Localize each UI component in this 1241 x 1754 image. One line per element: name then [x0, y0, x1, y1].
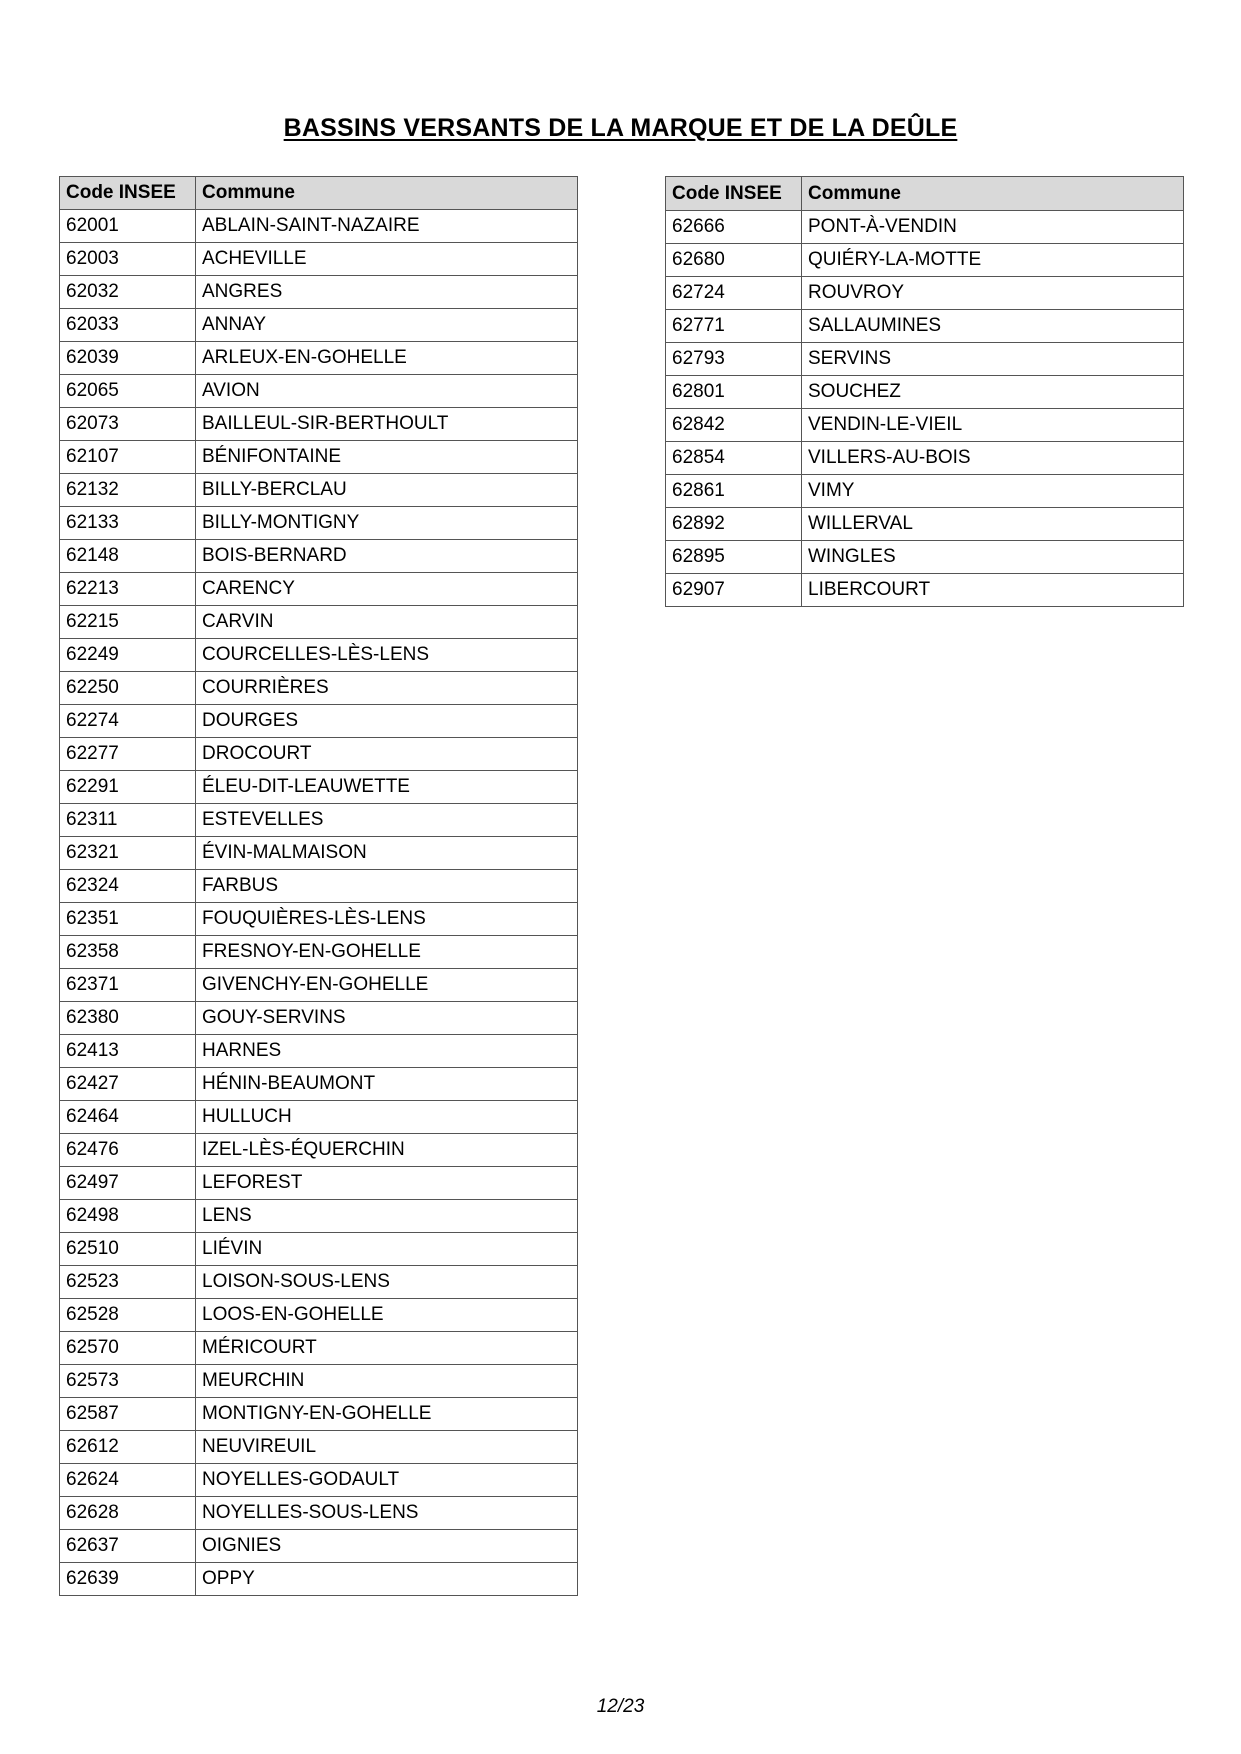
communes-table-right	[665, 176, 1184, 607]
table-row	[666, 376, 1184, 409]
commune-cell: LOISON-SOUS-LENS	[196, 1266, 578, 1299]
code-insee-cell: 62274	[60, 705, 196, 738]
code-insee-cell: 62793	[666, 343, 802, 376]
table-row	[60, 1035, 578, 1068]
commune-cell: SERVINS	[802, 343, 1184, 376]
table-row	[60, 474, 578, 507]
table-header-row	[60, 177, 578, 210]
code-insee-cell: 62213	[60, 573, 196, 606]
code-insee-cell: 62148	[60, 540, 196, 573]
table-row	[60, 1002, 578, 1035]
code-insee-cell: 62413	[60, 1035, 196, 1068]
table-row	[666, 211, 1184, 244]
commune-cell: LIÉVIN	[196, 1233, 578, 1266]
commune-cell: NEUVIREUIL	[196, 1431, 578, 1464]
code-insee-cell: 62680	[666, 244, 802, 277]
code-insee-cell: 62573	[60, 1365, 196, 1398]
code-insee-cell: 62612	[60, 1431, 196, 1464]
table-row	[666, 409, 1184, 442]
communes-table-left	[59, 176, 578, 1596]
commune-cell: HARNES	[196, 1035, 578, 1068]
table-row	[60, 1563, 578, 1596]
table-row	[60, 804, 578, 837]
code-insee-cell: 62073	[60, 408, 196, 441]
commune-cell: MEURCHIN	[196, 1365, 578, 1398]
code-insee-cell: 62464	[60, 1101, 196, 1134]
code-insee-cell: 62476	[60, 1134, 196, 1167]
table-row	[666, 244, 1184, 277]
table-row	[60, 309, 578, 342]
table-row	[60, 573, 578, 606]
commune-cell: QUIÉRY-LA-MOTTE	[802, 244, 1184, 277]
table-row	[60, 771, 578, 804]
code-insee-cell: 62065	[60, 375, 196, 408]
table-row	[60, 672, 578, 705]
code-insee-cell: 62003	[60, 243, 196, 276]
commune-cell: LOOS-EN-GOHELLE	[196, 1299, 578, 1332]
table-row	[60, 1233, 578, 1266]
table-row	[60, 210, 578, 243]
commune-cell: DOURGES	[196, 705, 578, 738]
commune-cell: ARLEUX-EN-GOHELLE	[196, 342, 578, 375]
commune-cell: WILLERVAL	[802, 508, 1184, 541]
table-row	[60, 1431, 578, 1464]
commune-cell: COURCELLES-LÈS-LENS	[196, 639, 578, 672]
commune-cell: CARENCY	[196, 573, 578, 606]
code-insee-cell: 62311	[60, 804, 196, 837]
commune-cell: IZEL-LÈS-ÉQUERCHIN	[196, 1134, 578, 1167]
table-row	[60, 1530, 578, 1563]
commune-cell: SALLAUMINES	[802, 310, 1184, 343]
table-row	[60, 342, 578, 375]
code-insee-cell: 62861	[666, 475, 802, 508]
code-insee-cell: 62132	[60, 474, 196, 507]
commune-cell: SOUCHEZ	[802, 376, 1184, 409]
code-insee-cell: 62107	[60, 441, 196, 474]
table-row	[60, 243, 578, 276]
code-insee-cell: 62380	[60, 1002, 196, 1035]
table-row	[60, 1200, 578, 1233]
commune-cell: BILLY-MONTIGNY	[196, 507, 578, 540]
table-row	[60, 1365, 578, 1398]
code-insee-cell: 62358	[60, 936, 196, 969]
code-insee-cell: 62801	[666, 376, 802, 409]
commune-cell: COURRIÈRES	[196, 672, 578, 705]
commune-cell: OIGNIES	[196, 1530, 578, 1563]
table-row	[60, 1332, 578, 1365]
table-row	[60, 936, 578, 969]
code-insee-cell: 62523	[60, 1266, 196, 1299]
communes-table-left-body	[60, 210, 578, 1596]
table-row	[666, 475, 1184, 508]
commune-cell: BILLY-BERCLAU	[196, 474, 578, 507]
code-insee-cell: 62724	[666, 277, 802, 310]
code-insee-cell: 62570	[60, 1332, 196, 1365]
code-insee-cell: 62842	[666, 409, 802, 442]
code-insee-cell: 62291	[60, 771, 196, 804]
code-insee-cell: 62351	[60, 903, 196, 936]
code-insee-cell: 62249	[60, 639, 196, 672]
commune-cell: FRESNOY-EN-GOHELLE	[196, 936, 578, 969]
commune-cell: BOIS-BERNARD	[196, 540, 578, 573]
code-insee-cell: 62321	[60, 837, 196, 870]
table-row	[666, 310, 1184, 343]
code-insee-cell: 62039	[60, 342, 196, 375]
code-insee-cell: 62001	[60, 210, 196, 243]
table-row	[60, 408, 578, 441]
table-row	[60, 606, 578, 639]
commune-cell: OPPY	[196, 1563, 578, 1596]
table-row	[60, 507, 578, 540]
commune-cell: NOYELLES-GODAULT	[196, 1464, 578, 1497]
code-insee-cell: 62628	[60, 1497, 196, 1530]
commune-cell: ESTEVELLES	[196, 804, 578, 837]
commune-cell: ANNAY	[196, 309, 578, 342]
table-row	[60, 375, 578, 408]
commune-cell: MONTIGNY-EN-GOHELLE	[196, 1398, 578, 1431]
table-row	[60, 738, 578, 771]
commune-cell: GOUY-SERVINS	[196, 1002, 578, 1035]
code-insee-cell: 62498	[60, 1200, 196, 1233]
code-insee-cell: 62510	[60, 1233, 196, 1266]
commune-cell: LEFOREST	[196, 1167, 578, 1200]
table-row	[60, 540, 578, 573]
table-row	[60, 1464, 578, 1497]
commune-cell: VIMY	[802, 475, 1184, 508]
code-insee-cell: 62427	[60, 1068, 196, 1101]
code-insee-cell: 62854	[666, 442, 802, 475]
table-row	[666, 574, 1184, 607]
commune-cell: LIBERCOURT	[802, 574, 1184, 607]
commune-cell: WINGLES	[802, 541, 1184, 574]
commune-cell: ÉLEU-DIT-LEAUWETTE	[196, 771, 578, 804]
commune-cell: ACHEVILLE	[196, 243, 578, 276]
code-insee-cell: 62528	[60, 1299, 196, 1332]
commune-cell: HULLUCH	[196, 1101, 578, 1134]
code-insee-cell: 62033	[60, 309, 196, 342]
commune-cell: ABLAIN-SAINT-NAZAIRE	[196, 210, 578, 243]
code-insee-cell: 62892	[666, 508, 802, 541]
table-row	[60, 441, 578, 474]
column-header-commune: Commune	[196, 177, 578, 210]
table-row	[666, 442, 1184, 475]
code-insee-cell: 62250	[60, 672, 196, 705]
code-insee-cell: 62497	[60, 1167, 196, 1200]
table-header-row	[666, 177, 1184, 211]
commune-cell: DROCOURT	[196, 738, 578, 771]
table-row	[60, 1398, 578, 1431]
code-insee-cell: 62032	[60, 276, 196, 309]
commune-cell: HÉNIN-BEAUMONT	[196, 1068, 578, 1101]
table-row	[60, 1299, 578, 1332]
table-row	[60, 1134, 578, 1167]
code-insee-cell: 62771	[666, 310, 802, 343]
table-row	[60, 1497, 578, 1530]
commune-cell: VILLERS-AU-BOIS	[802, 442, 1184, 475]
table-row	[60, 969, 578, 1002]
commune-cell: BAILLEUL-SIR-BERTHOULT	[196, 408, 578, 441]
page-title: BASSINS VERSANTS DE LA MARQUE ET DE LA DEÛLE	[283, 114, 958, 142]
commune-cell: GIVENCHY-EN-GOHELLE	[196, 969, 578, 1002]
code-insee-cell: 62277	[60, 738, 196, 771]
column-header-code-insee: Code INSEE	[666, 177, 802, 211]
table-row	[60, 705, 578, 738]
page-number: 12/23	[596, 1696, 645, 1717]
commune-cell: NOYELLES-SOUS-LENS	[196, 1497, 578, 1530]
commune-cell: MÉRICOURT	[196, 1332, 578, 1365]
table-row	[60, 1266, 578, 1299]
table-row	[60, 1167, 578, 1200]
commune-cell: LENS	[196, 1200, 578, 1233]
code-insee-cell: 62133	[60, 507, 196, 540]
communes-table-right-body	[666, 211, 1184, 607]
table-row	[666, 541, 1184, 574]
table-row	[60, 870, 578, 903]
code-insee-cell: 62907	[666, 574, 802, 607]
column-header-code-insee: Code INSEE	[60, 177, 196, 210]
commune-cell: ANGRES	[196, 276, 578, 309]
commune-cell: CARVIN	[196, 606, 578, 639]
commune-cell: ROUVROY	[802, 277, 1184, 310]
code-insee-cell: 62215	[60, 606, 196, 639]
commune-cell: FOUQUIÈRES-LÈS-LENS	[196, 903, 578, 936]
code-insee-cell: 62624	[60, 1464, 196, 1497]
table-row	[60, 639, 578, 672]
code-insee-cell: 62639	[60, 1563, 196, 1596]
commune-cell: VENDIN-LE-VIEIL	[802, 409, 1184, 442]
table-row	[666, 277, 1184, 310]
code-insee-cell: 62666	[666, 211, 802, 244]
table-row	[60, 837, 578, 870]
table-row	[60, 903, 578, 936]
code-insee-cell: 62895	[666, 541, 802, 574]
code-insee-cell: 62371	[60, 969, 196, 1002]
table-row	[666, 508, 1184, 541]
commune-cell: FARBUS	[196, 870, 578, 903]
table-row	[60, 1101, 578, 1134]
commune-cell: PONT-À-VENDIN	[802, 211, 1184, 244]
table-row	[666, 343, 1184, 376]
code-insee-cell: 62637	[60, 1530, 196, 1563]
code-insee-cell: 62324	[60, 870, 196, 903]
code-insee-cell: 62587	[60, 1398, 196, 1431]
commune-cell: ÉVIN-MALMAISON	[196, 837, 578, 870]
table-row	[60, 276, 578, 309]
commune-cell: AVION	[196, 375, 578, 408]
commune-cell: BÉNIFONTAINE	[196, 441, 578, 474]
table-row	[60, 1068, 578, 1101]
column-header-commune: Commune	[802, 177, 1184, 211]
